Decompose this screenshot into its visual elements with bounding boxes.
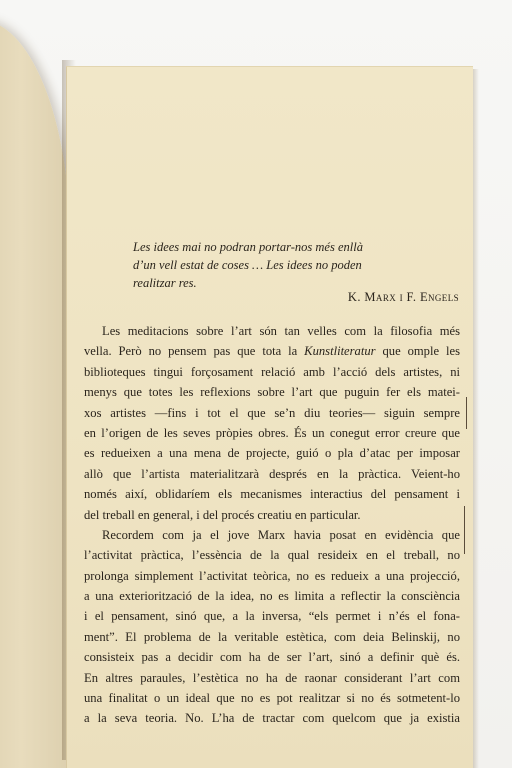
body-line: consisteix pas a decidir com ha de ser l’art, sinó a definir què és. — [84, 650, 460, 665]
margin-pencil-mark — [464, 506, 465, 554]
body-line: menys que totes les reflexions sobre l’art que puguin fer els matei- — [84, 385, 460, 400]
body-line: Recordem com ja el jove Marx havia posat en evidència que — [102, 527, 460, 542]
body-line: l’activitat pràctica, l’essència de la qual resideix en el treball, no — [84, 548, 460, 563]
body-line: prolonga simplement l’activitat teòrica, no es redueix a una projecció, — [84, 568, 460, 583]
epigraph — [133, 238, 463, 292]
body-line: xos artistes —fins i tot el que se’n diu teories— siguin sempre — [84, 405, 460, 420]
margin-pencil-mark — [466, 397, 467, 429]
epigraph-line: Les idees mai no podran portar-nos més enllà — [133, 240, 363, 254]
body-line: en l’origen de les seves pròpies obres. És un conegut error creure que — [84, 425, 460, 440]
body-line: Les meditacions sobre l’art són tan velles com la filosofia més — [102, 324, 460, 338]
body-line: a una exteriorització de la idea, no es limita a reflectir la consciència — [84, 589, 460, 604]
epigraph-attribution: K. Marx i F. Engels — [347, 290, 459, 304]
body-line: una finalitat o un ideal que no es pot realitzar si no és sotmetent-lo — [84, 691, 460, 706]
left-page-edge — [0, 20, 70, 768]
body-line: allò que l’artista materialitzarà després en la pràctica. Veient-ho — [84, 466, 460, 481]
body-line: només així, oblidaríem els mecanismes interactius del pensament i — [84, 487, 460, 502]
body-line: a la seva teoria. No. L’ha de tractar com quelcom que ja existia — [84, 711, 460, 726]
body-line: del treball en general, i del procés creatiu en particular. — [84, 507, 361, 522]
body-line: En altres paraules, l’estètica no ha de raonar considerant l’art com — [84, 670, 460, 685]
body-line: biblioteques tingui forçosament relació amb l’acció dels artistes, ni — [84, 364, 460, 379]
body-line: i el pensament, sinó que, a la inversa, “els permet i n’és el fona- — [84, 609, 460, 624]
epigraph-line: d’un vell estat de coses … Les idees no poden — [133, 258, 362, 272]
body-line: ment”. El problema de la veritable estètica, com deia Belinskij, no — [84, 629, 460, 644]
body-line: vella. Però no pensem pas que tota la Kunstliteratur que omple les — [84, 344, 460, 359]
epigraph-line: realitzar res. — [133, 276, 197, 290]
body-text — [84, 321, 460, 729]
body-line: es redueixen a una mena de projecte, guió o pla d’atac per imposar — [84, 446, 460, 461]
